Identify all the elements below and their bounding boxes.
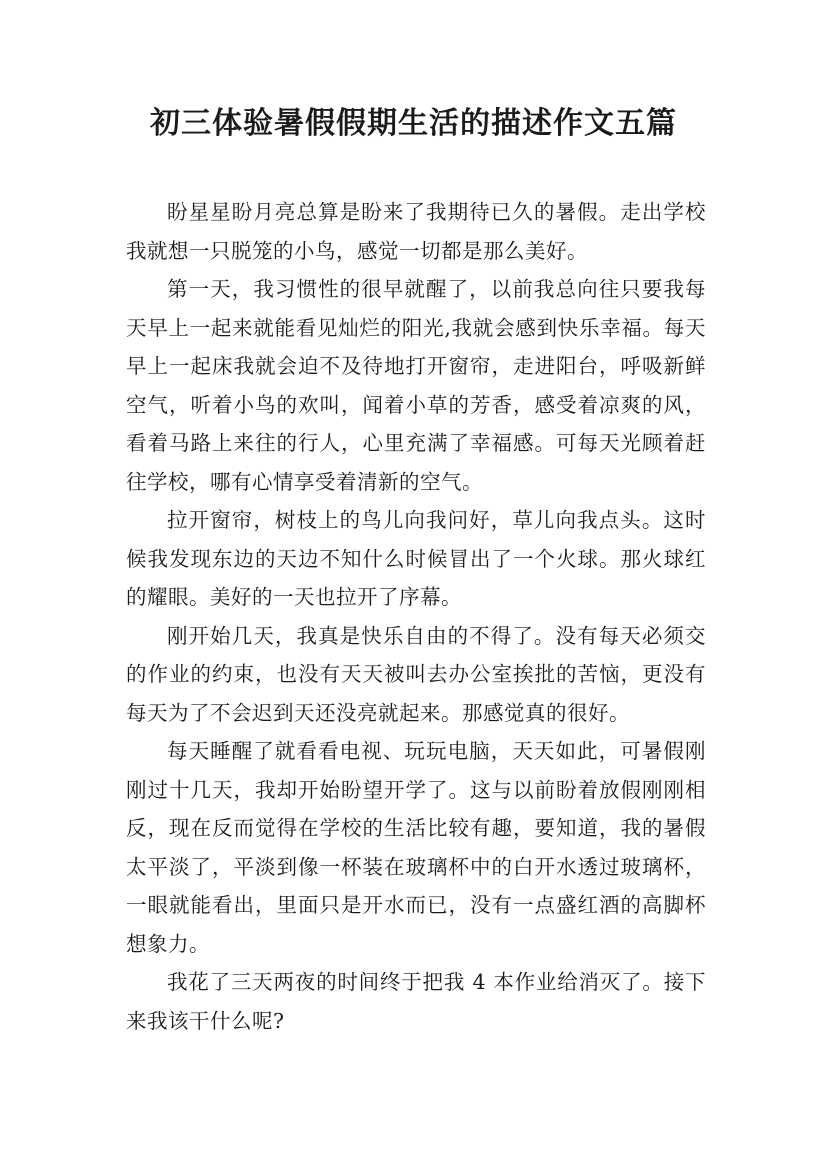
paragraph: 盼星星盼月亮总算是盼来了我期待已久的暑假。走出学校我就想一只脱笼的小鸟，感觉一切都是那么美好。 [126, 200, 706, 263]
paragraph: 每天睡醒了就看看电视、玩玩电脑，天天如此，可暑假刚刚过十几天，我却开始盼望开学了。这与以前盼着放假刚刚相反，现在反而觉得在学校的生活比较有趣，要知道，我的暑假太平淡了，平淡到像一杯装在玻璃杯中的白开水透过玻璃杯，一眼就能看出，里面只是开水而已，没有一点盛红酒的高脚杯想象力。 [126, 739, 706, 956]
paragraph: 我花了三天两夜的时间终于把我 4 本作业给消灭了。接下来我该干什么呢? [126, 970, 706, 1033]
paragraph: 拉开窗帘，树枝上的鸟儿向我问好，草儿向我点头。这时候我发现东边的天边不知什么时候冒出了一个火球。那火球红的耀眼。美好的一天也拉开了序幕。 [126, 508, 706, 609]
document-title: 初三体验暑假假期生活的描述作文五篇 [150, 106, 677, 141]
document-body [126, 193, 706, 1040]
paragraph: 刚开始几天，我真是快乐自由的不得了。没有每天必须交的作业的约束，也没有天天被叫去办公室挨批的苦恼，更没有每天为了不会迟到天还没亮就起来。那感觉真的很好。 [126, 623, 706, 725]
paragraph: 第一天，我习惯性的很早就醒了，以前我总向往只要我每天早上一起来就能看见灿烂的阳光,我就会感到快乐幸福。每天早上一起床我就会迫不及待地打开窗帘，走进阳台，呼吸新鲜空气，听着小鸟的欢叫，闻着小草的芳香，感受着凉爽的风，看着马路上来往的行人，心里充满了幸福感。可每天光顾着赶往学校，哪有心情享受着清新的空气。 [126, 277, 706, 494]
